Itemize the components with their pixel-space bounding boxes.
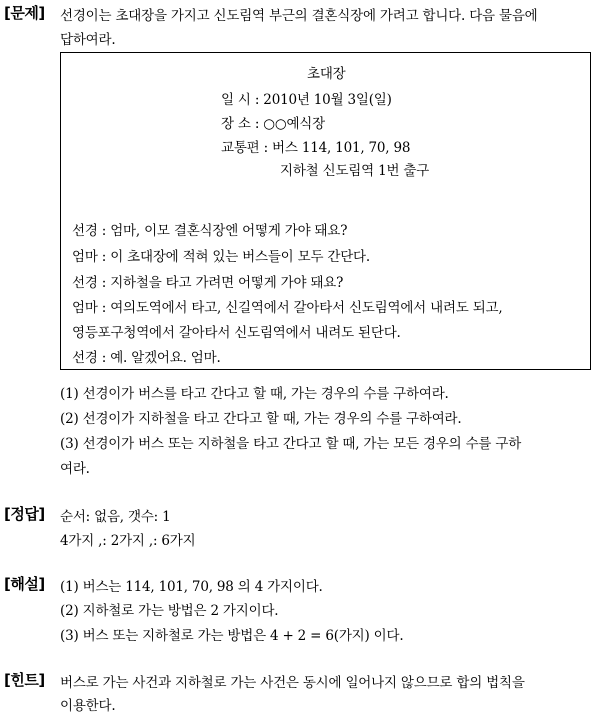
question-2: (2) 선경이가 지하철을 타고 간다고 할 때, 가는 경우의 수를 구하여라. xyxy=(60,411,462,427)
dialogue-line-3: 선경 : 지하철을 타고 가려면 어떻게 가야 돼요? xyxy=(72,275,344,291)
answer-label: [정답] xyxy=(4,505,45,523)
dialogue-line-2: 엄마 : 이 초대장에 적혀 있는 버스들이 모두 간단다. xyxy=(72,249,370,265)
dialogue-line-5: 영등포구청역에서 갈아타서 신도림역에서 내려도 된단다. xyxy=(72,325,401,341)
dialogue-line-4: 엄마 : 여의도역에서 타고, 신길역에서 갈아타서 신도림역에서 내려도 되고, xyxy=(72,300,503,316)
question-1: (1) 선경이가 버스를 타고 간다고 할 때, 가는 경우의 수를 구하여라. xyxy=(60,386,449,402)
dialogue-line-1: 선경 : 엄마, 이모 결혼식장엔 어떻게 가야 돼요? xyxy=(72,223,348,239)
explanation-line-2: (2) 지하철로 가는 방법은 2 가지이다. xyxy=(60,603,279,619)
explanation-line-1: (1) 버스는 114, 101, 70, 98 의 4 가지이다. xyxy=(60,579,323,595)
hint-line-2: 이용한다. xyxy=(60,698,116,714)
question-3: (3) 선경이가 버스 또는 지하철을 타고 간다고 할 때, 가는 모든 경우의 수를 구하 xyxy=(60,436,522,452)
invitation-transport: 교통편 : 버스 114, 101, 70, 98 xyxy=(221,140,411,156)
hint-line-1: 버스로 가는 사건과 지하철로 가는 사건은 동시에 일어나지 않으므로 합의 법칙을 xyxy=(60,675,525,691)
invitation-place: 장 소 : ○○예식장 xyxy=(221,116,325,132)
hint-label: [힌트] xyxy=(4,671,45,689)
invitation-transport-subway: 지하철 신도림역 1번 출구 xyxy=(280,163,430,179)
question-3-cont: 여라. xyxy=(60,461,90,477)
dialogue-line-6: 선경 : 예. 알겠어요. 엄마. xyxy=(72,350,221,366)
problem-label: [문제] xyxy=(4,4,45,22)
explanation-line-3: (3) 버스 또는 지하철로 가는 방법은 4 + 2 = 6(가지) 이다. xyxy=(60,628,404,644)
invitation-title: 초대장 xyxy=(307,66,346,82)
explanation-label: [해설] xyxy=(4,575,45,593)
problem-line-2: 답하여라. xyxy=(60,32,116,48)
answer-line-2: 4가지 ,: 2가지 ,: 6가지 xyxy=(60,533,196,549)
answer-line-1: 순서: 없음, 갯수: 1 xyxy=(60,509,171,525)
invitation-box xyxy=(60,52,591,370)
invitation-date: 일 시 : 2010년 10월 3일(일) xyxy=(221,92,392,108)
problem-line-1: 선경이는 초대장을 가지고 신도림역 부근의 결혼식장에 가려고 합니다. 다음 물음에 xyxy=(60,8,538,24)
